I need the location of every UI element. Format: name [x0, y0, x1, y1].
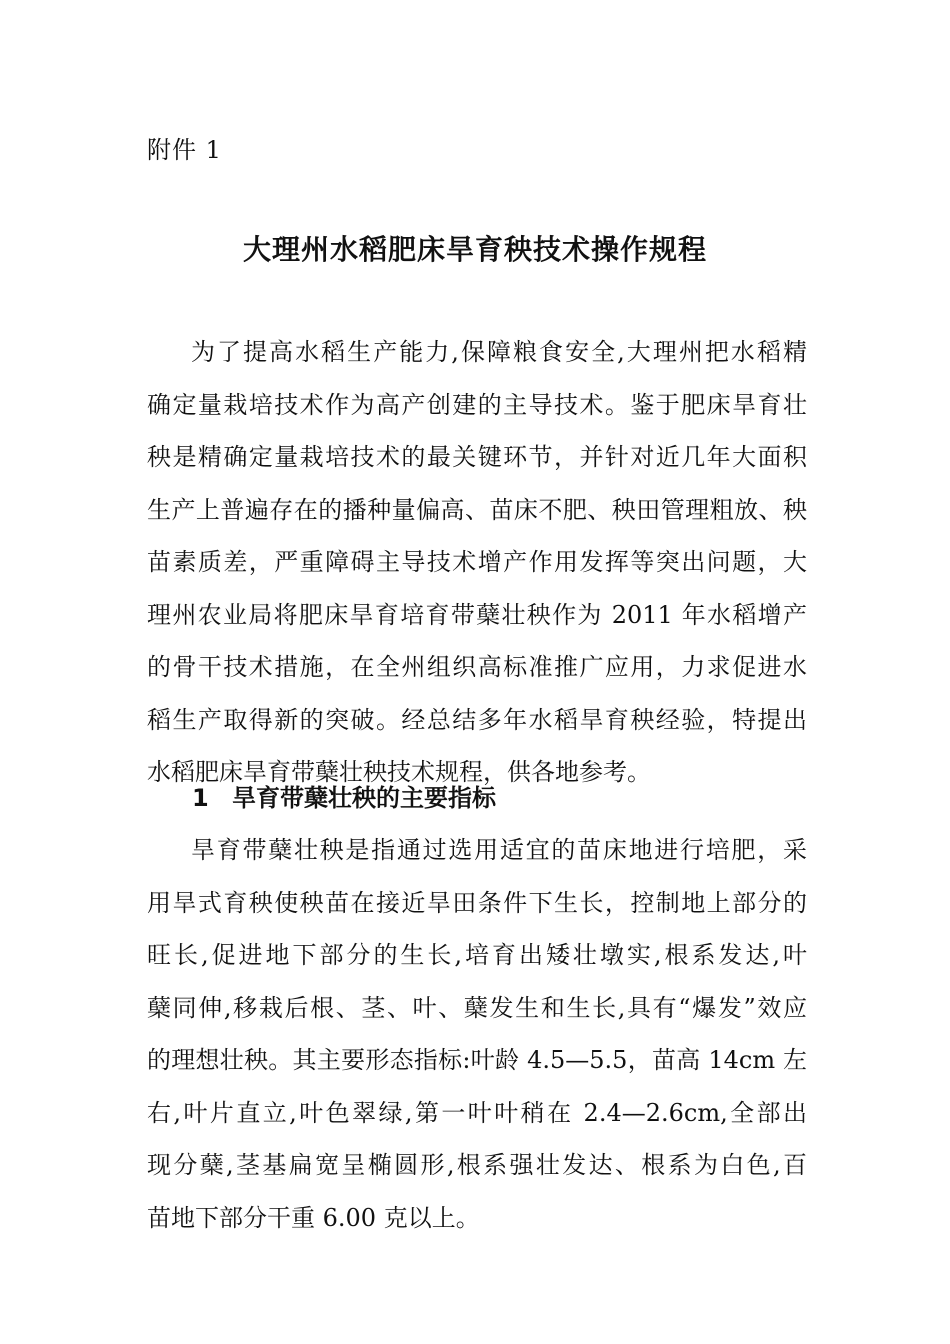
paragraph-line: 的骨干技术措施，在全州组织高标准推广应用，力求促进水 — [147, 653, 807, 681]
attachment-label: 附件 1 — [147, 136, 222, 164]
paragraph-line: 蘖同伸,移栽后根、茎、叶、蘖发生和生长,具有“爆发”效应 — [147, 993, 807, 1022]
section-number: 1 — [192, 784, 209, 812]
paragraph-line: 理州农业局将肥床旱育培育带蘖壮秧作为 2011 年水稻增产 — [147, 600, 807, 629]
paragraph-line: 稻生产取得新的突破。经总结多年水稻旱育秧经验，特提出 — [147, 705, 807, 734]
paragraph-line: 水稻肥床旱育带蘖壮秧技术规程，供各地参考。 — [147, 758, 651, 786]
section-title: 旱育带蘖壮秧的主要指标 — [232, 784, 496, 812]
paragraph-line: 确定量栽培技术作为高产创建的主导技术。鉴于肥床旱育壮 — [147, 390, 807, 419]
paragraph-line: 秧是精确定量栽培技术的最关键环节，并针对近几年大面积 — [147, 443, 807, 471]
paragraph-line: 苗地下部分干重 6.00 克以上。 — [147, 1203, 480, 1232]
paragraph-line: 苗素质差，严重障碍主导技术增产作用发挥等突出问题，大 — [147, 548, 807, 576]
paragraph-line: 用旱式育秧使秧苗在接近旱田条件下生长，控制地上部分的 — [147, 888, 807, 917]
section-heading — [192, 772, 496, 824]
paragraph-line: 旱育带蘖壮秧是指通过选用适宜的苗床地进行培肥，采 — [191, 836, 807, 864]
paragraph-line: 右,叶片直立,叶色翠绿,第一叶叶稍在 2.4—2.6cm,全部出 — [147, 1098, 807, 1127]
intro-paragraph — [147, 326, 807, 799]
paragraph-line: 的理想壮秧。其主要形态指标:叶龄 4.5—5.5，苗高 14cm 左 — [147, 1046, 807, 1074]
paragraph-line: 为了提高水稻生产能力,保障粮食安全,大理州把水稻精 — [191, 338, 807, 366]
document-title: 大理州水稻肥床旱育秧技术操作规程 — [242, 233, 707, 266]
paragraph-line: 生产上普遍存在的播种量偏高、苗床不肥、秧田管理粗放、秧 — [147, 495, 807, 524]
section-paragraph — [147, 824, 807, 1244]
paragraph-line: 现分蘖,茎基扁宽呈椭圆形,根系强壮发达、根系为白色,百 — [147, 1151, 807, 1179]
paragraph-line: 旺长,促进地下部分的生长,培育出矮壮墩实,根系发达,叶 — [147, 941, 807, 969]
